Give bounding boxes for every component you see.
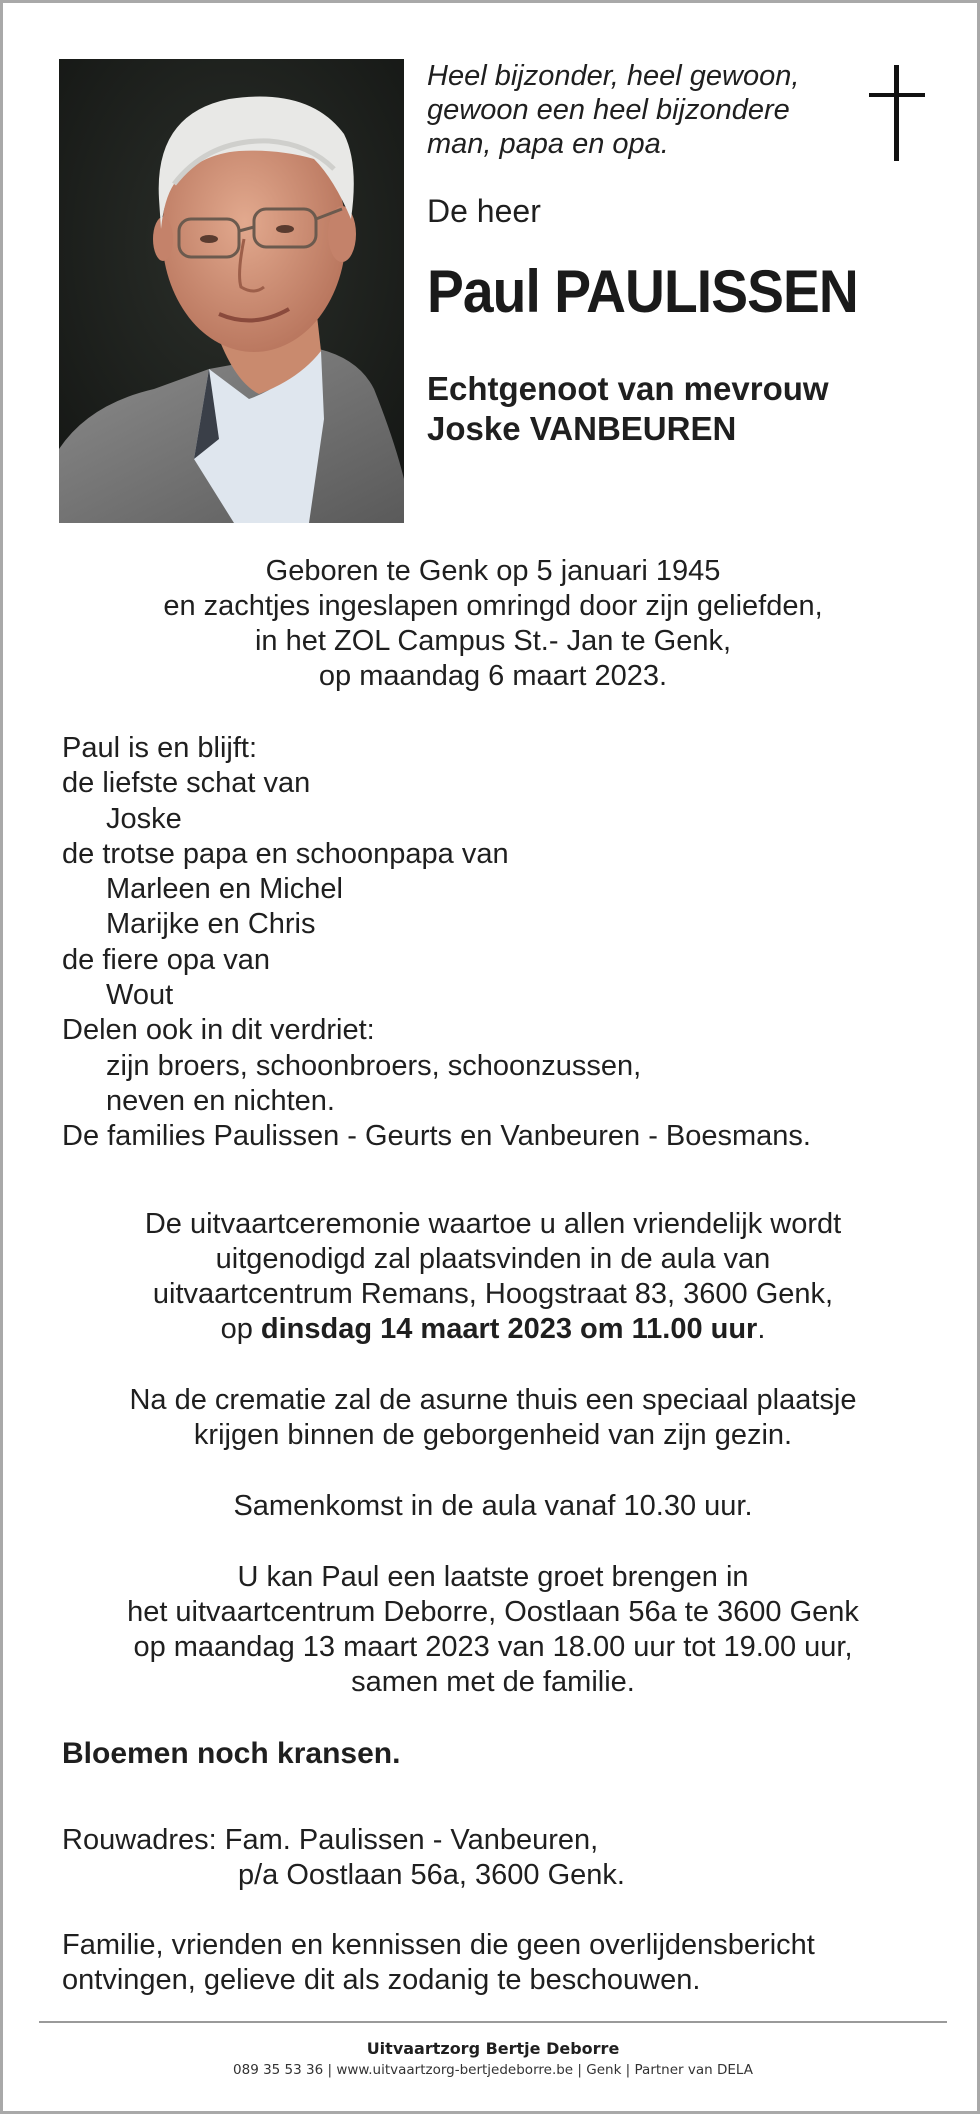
quote-line: Heel bijzonder, heel gewoon,	[427, 60, 800, 92]
text-line: Na de crematie zal de asurne thuis een speciaal plaatsje	[129, 1384, 857, 1416]
text-line: uitgenodigd zal plaatsvinden in de aula van	[215, 1243, 771, 1275]
text-line: op maandag 13 maart 2023 van 18.00 uur tot 19.00 uur,	[133, 1631, 853, 1663]
visitation-info	[43, 1560, 943, 1700]
birth-death-info	[43, 554, 943, 694]
text-line: Bloemen noch kransen.	[62, 1737, 401, 1770]
text-line: samen met de familie.	[351, 1666, 635, 1698]
text-line: in het ZOL Campus St.- Jan te Genk,	[254, 625, 732, 657]
text-line: Rouwadres: Fam. Paulissen - Vanbeuren,	[62, 1824, 599, 1856]
ceremony-info	[43, 1207, 943, 1347]
text-line: de fiere opa van	[62, 943, 270, 976]
footer-divider	[39, 2021, 947, 2023]
text-line: Paul is en blijft:	[62, 732, 258, 764]
quote-line: gewoon een heel bijzondere	[427, 94, 790, 126]
text-line: uitvaartcentrum Remans, Hoogstraat 83, 3600 Genk,	[152, 1278, 834, 1310]
text-line: Marijke en Chris	[106, 908, 316, 941]
ceremony-date-line	[43, 1312, 943, 1347]
memorial-quote	[427, 59, 857, 161]
portrait-photo	[59, 59, 404, 523]
text-line: p/a Oostlaan 56a, 3600 Genk.	[238, 1859, 625, 1892]
honorific: De heer	[427, 193, 541, 229]
text-line: en zachtjes ingeslapen omringd door zijn geliefden,	[163, 590, 823, 622]
text-line: De families Paulissen - Geurts en Vanbeuren - Boesmans.	[62, 1120, 811, 1153]
spouse-line: Joske VANBEUREN	[427, 410, 737, 447]
text-line: De uitvaartceremonie waartoe u allen vriendelijk wordt	[144, 1208, 842, 1240]
text-line: krijgen binnen de geborgenheid van zijn gezin.	[193, 1419, 793, 1451]
text-line: ontvingen, gelieve dit als zodanig te beschouwen.	[62, 1964, 701, 1997]
text-fragment: op	[220, 1313, 261, 1345]
text-line: Joske	[106, 802, 182, 835]
text-line: zijn broers, schoonbroers, schoonzussen,	[106, 1049, 642, 1082]
family-list	[62, 731, 942, 1155]
flowers-note	[62, 1736, 942, 1771]
text-line: U kan Paul een laatste groet brengen in	[237, 1561, 749, 1593]
spouse-info	[427, 369, 829, 449]
text-line: op maandag 6 maart 2023.	[318, 660, 668, 692]
closing-note	[62, 1928, 942, 1999]
text-line: Geboren te Genk op 5 januari 1945	[265, 555, 721, 587]
ceremony-datetime: dinsdag 14 maart 2023 om 11.00 uur	[260, 1313, 758, 1345]
mourning-address	[62, 1823, 942, 1894]
text-line: Delen ook in dit verdriet:	[62, 1014, 375, 1047]
funeral-home-contact: 089 35 53 36 | www.uitvaartzorg-bertjedeborre.be | Genk | Partner van DELA	[233, 2062, 753, 2078]
text-line: neven en nichten.	[106, 1084, 335, 1117]
text-line: Wout	[106, 979, 174, 1012]
text-line: het uitvaartcentrum Deborre, Oostlaan 56a te 3600 Genk	[127, 1596, 859, 1628]
quote-line: man, papa en opa.	[427, 128, 669, 160]
text-fragment: .	[757, 1313, 766, 1345]
cremation-info	[43, 1383, 943, 1453]
text-line: de liefste schat van	[62, 767, 311, 800]
text-line: de trotse papa en schoonpapa van	[62, 837, 509, 870]
funeral-home-name: Uitvaartzorg Bertje Deborre	[366, 2039, 620, 2058]
text-line: Familie, vrienden en kennissen die geen overlijdensbericht	[62, 1929, 815, 1961]
deceased-name: Paul PAULISSEN	[427, 258, 858, 325]
gathering-info	[43, 1489, 943, 1524]
cross-icon	[869, 65, 925, 166]
spouse-line: Echtgenoot van mevrouw	[427, 370, 829, 407]
text-line: Marleen en Michel	[106, 873, 343, 906]
text-line: Samenkomst in de aula vanaf 10.30 uur.	[233, 1490, 753, 1522]
